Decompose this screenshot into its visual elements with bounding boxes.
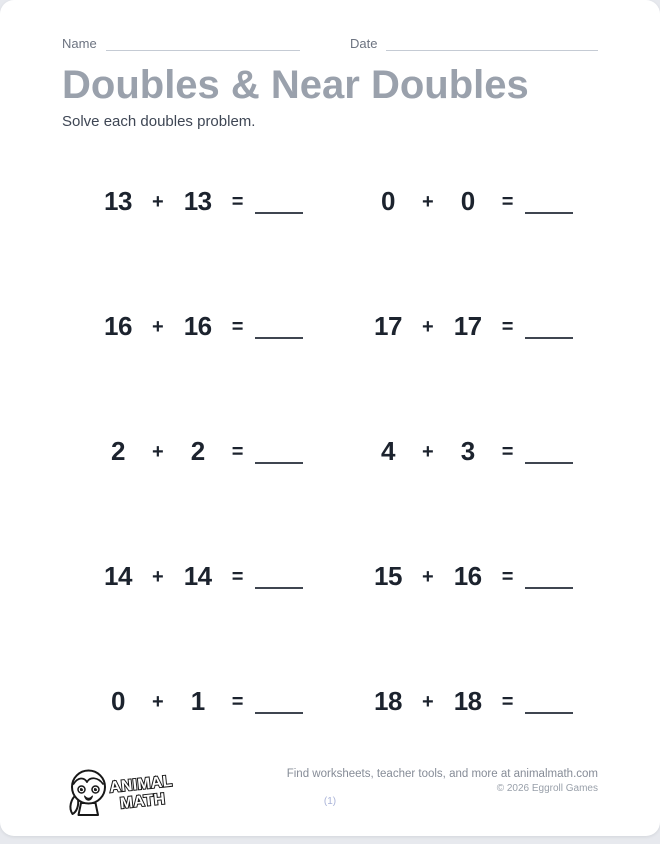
- answer-blank: [255, 315, 303, 339]
- answer-blank: [255, 440, 303, 464]
- operand-b: 16: [453, 561, 482, 591]
- problem-row: [330, 639, 598, 764]
- equals-sign: =: [501, 691, 514, 713]
- operand-a: 16: [104, 311, 132, 341]
- operand-b: 18: [453, 686, 482, 716]
- equals-sign: =: [501, 441, 514, 463]
- plus-sign: +: [152, 691, 164, 713]
- page-number: (1): [323, 796, 337, 807]
- operand-b: 14: [183, 561, 212, 591]
- answer-blank: [255, 190, 303, 214]
- operand-a: 14: [104, 561, 132, 591]
- plus-sign: +: [422, 316, 434, 338]
- footer-info-line: Find worksheets, teacher tools, and more at animalmath.com: [286, 768, 598, 780]
- answer-blank: [255, 565, 303, 589]
- plus-sign: +: [152, 441, 164, 463]
- equals-sign: =: [231, 441, 244, 463]
- problem-row: [62, 139, 330, 264]
- answer-blank: [525, 690, 573, 714]
- problem-row: [330, 264, 598, 389]
- operand-a: 15: [374, 561, 402, 591]
- problem-row: [62, 389, 330, 514]
- problems-grid: [62, 139, 598, 764]
- plus-sign: +: [422, 191, 434, 213]
- problem-row: [330, 389, 598, 514]
- answer-blank: [525, 565, 573, 589]
- plus-sign: +: [152, 316, 164, 338]
- operand-a: 4: [381, 436, 395, 466]
- page-instructions: Solve each doubles problem.: [62, 113, 256, 130]
- problem-row: [330, 139, 598, 264]
- operand-a: 0: [381, 186, 395, 216]
- operand-a: 2: [111, 436, 125, 466]
- footer-copyright: © 2026 Eggroll Games: [496, 783, 598, 794]
- problem-row: [62, 264, 330, 389]
- operand-a: 13: [104, 186, 132, 216]
- logo-text-animal: ANIMAL: [108, 772, 174, 797]
- answer-blank: [525, 315, 573, 339]
- equals-sign: =: [501, 191, 514, 213]
- operand-b: 3: [460, 436, 475, 466]
- date-label: Date: [350, 36, 378, 51]
- answer-blank: [525, 190, 573, 214]
- plus-sign: +: [422, 441, 434, 463]
- problem-row: [62, 514, 330, 639]
- operand-b: 2: [190, 436, 205, 466]
- plus-sign: +: [422, 566, 434, 588]
- header-fields: [62, 36, 598, 51]
- equals-sign: =: [231, 316, 244, 338]
- operand-b: 0: [460, 186, 475, 216]
- date-field: [350, 36, 598, 51]
- footer: [62, 763, 598, 818]
- name-blank-line: [106, 36, 300, 51]
- problem-row: [62, 639, 330, 764]
- answer-blank: [255, 690, 303, 714]
- plus-sign: +: [422, 691, 434, 713]
- answer-blank: [525, 440, 573, 464]
- name-field: [62, 36, 300, 51]
- plus-sign: +: [152, 566, 164, 588]
- footer-text-block: [287, 768, 598, 794]
- operand-a: 18: [374, 686, 402, 716]
- equals-sign: =: [501, 316, 514, 338]
- operand-a: 17: [374, 311, 402, 341]
- date-blank-line: [386, 36, 598, 51]
- operand-b: 13: [183, 186, 212, 216]
- operand-b: 17: [453, 311, 482, 341]
- operand-a: 0: [111, 686, 125, 716]
- logo-text-math: MATH: [119, 790, 167, 813]
- equals-sign: =: [231, 691, 244, 713]
- operand-b: 1: [190, 686, 205, 716]
- plus-sign: +: [152, 191, 164, 213]
- equals-sign: =: [231, 191, 244, 213]
- equals-sign: =: [231, 566, 244, 588]
- name-label: Name: [62, 36, 97, 51]
- animal-math-logo: [62, 763, 182, 818]
- problem-row: [330, 514, 598, 639]
- operand-b: 16: [183, 311, 212, 341]
- equals-sign: =: [501, 566, 514, 588]
- page-title: Doubles & Near Doubles: [62, 63, 529, 107]
